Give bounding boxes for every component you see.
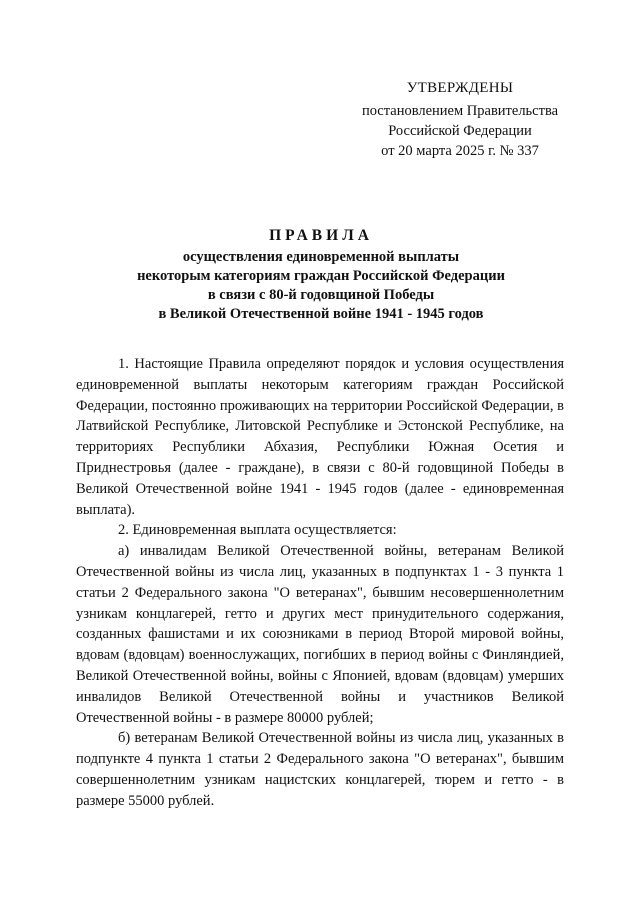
subtitle-line: осуществления единовременной выплаты (182, 249, 460, 265)
approval-line: постановлением Правительства (361, 103, 559, 119)
paragraph-1: 1. Настоящие Правила определяют порядок и условия осуществления единовременной выплаты некоторым категориям граждан Российской Федерации, постоянно проживающих на территории Российской Федерации, в Латвийской Республике, Литовской Республике и Эстонской Республике, на территориях Республики Абхазия, Республики Южная Осетия и Приднестровья (далее - граждане), в связи с 80-й годовщиной Победы в Великой Отечественной войне 1941 - 1945 годов (далее - единовременная выплата). (76, 356, 564, 518)
document-subtitle (60, 248, 582, 324)
approval-block (330, 78, 590, 161)
approval-date: от 20 марта 2025 г. № 337 (381, 143, 539, 159)
subtitle-line: в Великой Отечественной войне 1941 - 1945 годов (158, 306, 484, 322)
document-title: ПРАВИЛА (269, 227, 373, 244)
subtitle-line: некоторым категориям граждан Российской Федерации (137, 268, 505, 284)
document-body (76, 354, 564, 812)
paragraph-2a: а) инвалидам Великой Отечественной войны, ветеранам Великой Отечественной войны из числа лиц, указанных в подпунктах 1 - 3 пункта 1 статьи 2 Федерального закона "О ветеранах", бывшим несовершеннолетним узникам концлагерей, гетто и других мест принудительного содержания, созданных фашистами и их союзниками в период Второй мировой войны, вдовам (вдовцам) военнослужащих, погибших в период войны с Финляндией, Великой Отечественной войны, войны с Японией, вдовам (вдовцам) умерших инвалидов Великой Отечественной войны и участников Великой Отечественной войны - в размере 80000 рублей; (76, 543, 564, 726)
approval-line: Российской Федерации (388, 123, 532, 139)
subtitle-line: в связи с 80-й годовщиной Победы (207, 287, 435, 303)
paragraph-2b: б) ветеранам Великой Отечественной войны из числа лиц, указанных в подпункте 4 пункта 1 статьи 2 Федерального закона "О ветеранах", бывшим совершеннолетним узникам нацистских концлагерей, тюрем и гетто - в размере 55000 рублей. (76, 730, 564, 809)
paragraph-2: 2. Единовременная выплата осуществляется: (118, 522, 397, 539)
approval-stamp: УТВЕРЖДЕНЫ (406, 80, 514, 96)
